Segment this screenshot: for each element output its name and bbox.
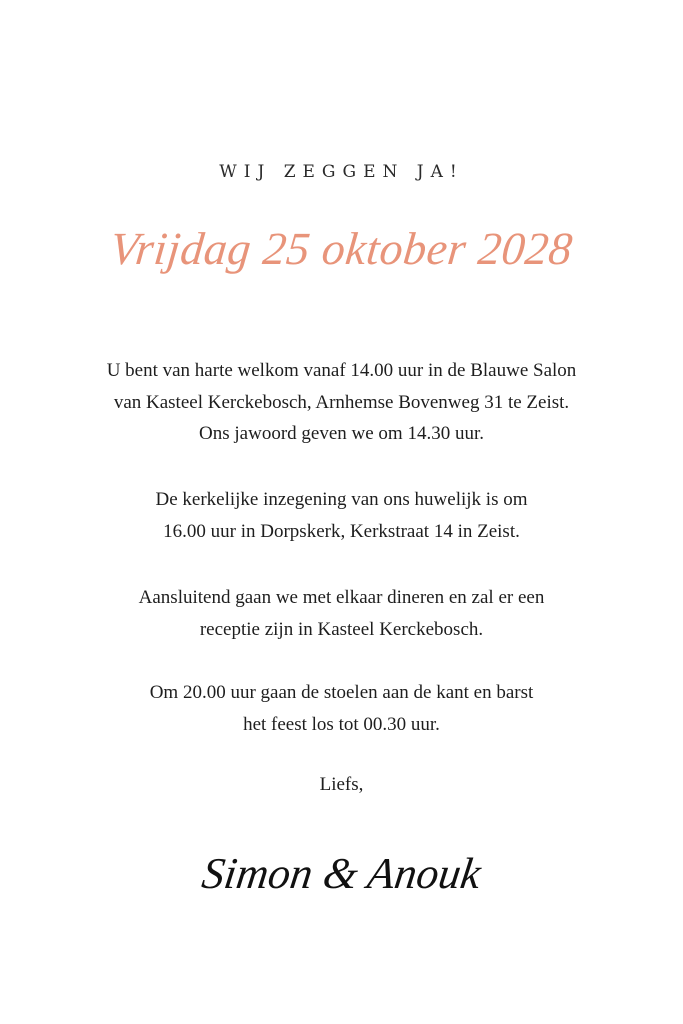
text-line: Aansluitend gaan we met elkaar dineren en zal er een <box>138 587 545 608</box>
paragraph-dinner <box>0 582 683 645</box>
text-line: van Kasteel Kerckebosch, Arnhemse Bovenweg 31 te Zeist. <box>113 391 570 413</box>
signature-names: Simon & Anouk <box>199 849 484 898</box>
text-line: De kerkelijke inzegening van ons huwelijk is om <box>155 489 528 510</box>
paragraph-party <box>0 677 683 740</box>
text-line: Ons jawoord geven we om 14.30 uur. <box>199 423 484 444</box>
paragraph-church <box>0 484 683 547</box>
text-line: 16.00 uur in Dorpskerk, Kerkstraat 14 in Zeist. <box>163 520 520 542</box>
closing-greeting: Liefs, <box>319 774 364 795</box>
event-date: Vrijdag 25 oktober 2028 <box>107 223 576 274</box>
kicker-heading: WIJ ZEGGEN JA! <box>219 162 464 182</box>
text-line: Om 20.00 uur gaan de stoelen aan de kant en barst <box>149 682 534 703</box>
text-line: receptie zijn in Kasteel Kerckebosch. <box>199 618 484 640</box>
text-line: het feest los tot 00.30 uur. <box>243 713 440 735</box>
paragraph-ceremony <box>0 355 683 450</box>
text-line: U bent van harte welkom vanaf 14.00 uur in de Blauwe Salon <box>106 360 577 381</box>
